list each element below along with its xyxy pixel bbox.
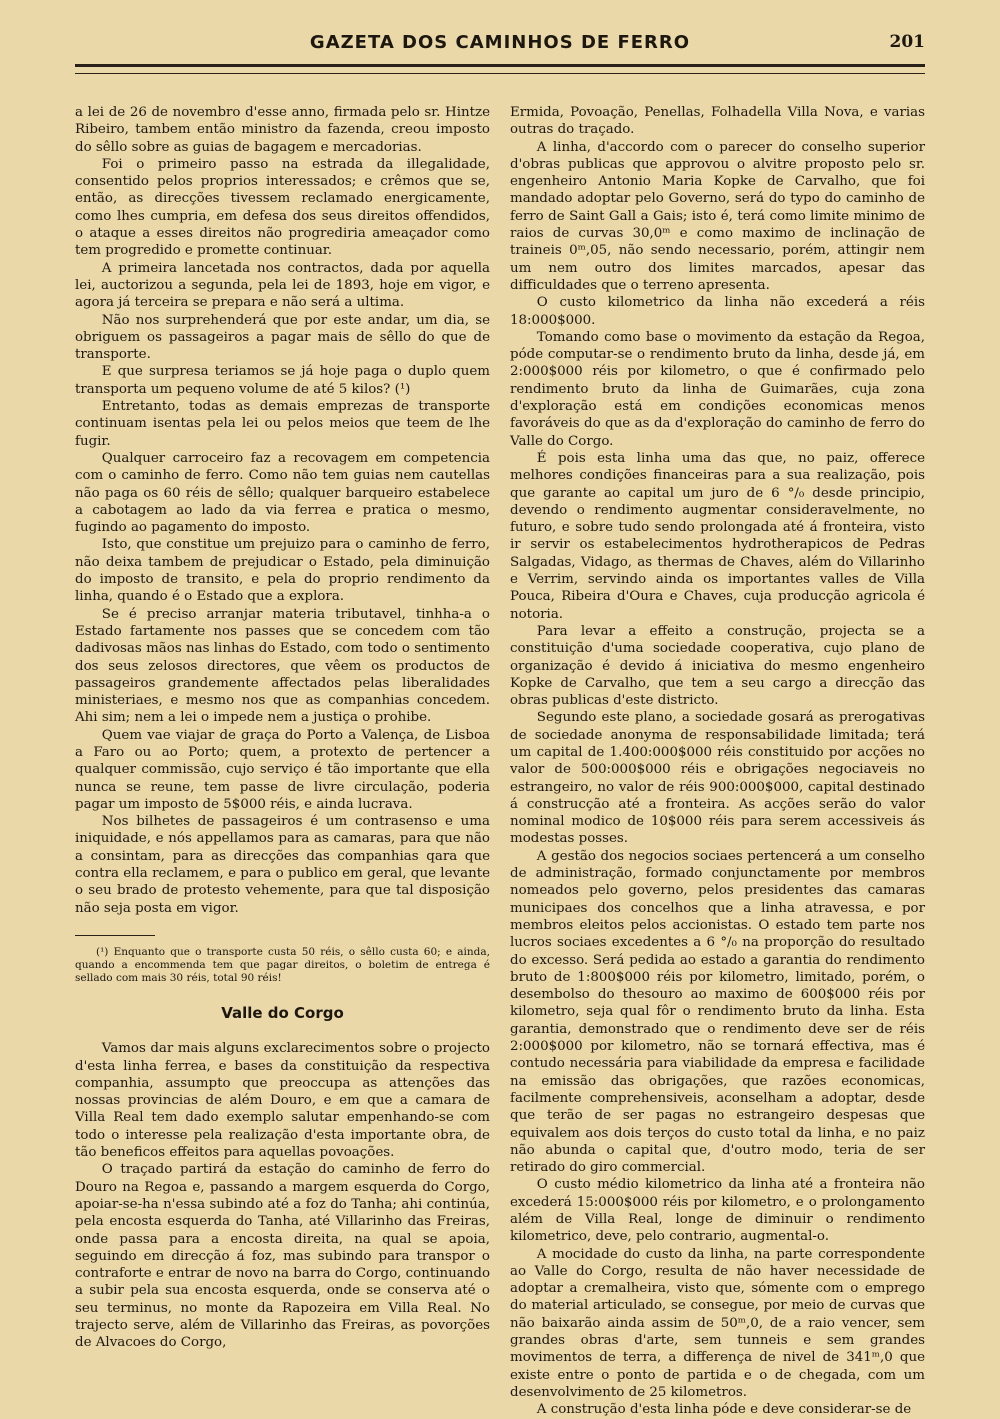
section-title: Valle do Corgo — [221, 1003, 344, 1022]
paragraph: Entretanto, todas as demais emprezas de transporte continuam isentas pela lei ou pelos meios que teem de lhe fugir. — [75, 399, 490, 449]
paragraph: É pois esta linha uma das que, no paiz, offerece melhores condições financeiras para a sua realização, pois que garante ao capital um juro de 6 °/₀ desde principio, devendo o rendimento augmentar consideravelmente, no futuro, e sobre tudo sendo prolongada até á fronteira, visto ir servir os estabelecimentos hydrotherapicos de Pedras Salgadas, Vidago, as thermas de Chaves, além do Villarinho e Verrim, servindo ainda os importantes valles de Villa Pouca, Ribeira d'Oura e Chaves, cuja producção agricola é notoria. — [510, 450, 925, 622]
paragraph: Quem vae viajar de graça do Porto a Valença, de Lisboa a Faro ou ao Porto; quem, a protexto de pertencer a qualquer commissão, cujo serviço é tão importante que ella nunca se reune, tem passe de livre circulação, poderia pagar um imposto de 5$000 réis, e ainda lucrava. — [75, 727, 490, 812]
paragraph: Para levar a effeito a construção, projecta se a constituição d'uma sociedade cooperativa, cujo plano de organização é devido á iniciativa do mesmo engenheiro Kopke de Carvalho, que tem a seu cargo a direcção das obras publicas d'este districto. — [510, 623, 925, 709]
page-header — [75, 32, 925, 58]
right-column — [510, 104, 925, 1419]
paragraph: A linha, d'accordo com o parecer do conselho superior d'obras publicas que approvou o alvitre proposto pelo sr. engenheiro Antonio Maria Kopke de Carvalho, que foi mandado adoptar pelo Governo, será do typo do caminho de ferro de Saint Gall a Gais; isto é, terá como limite minimo de raios de curvas 30,0ᵐ e como maximo de inclinação de traineis 0ᵐ,05, não sendo necessario, porém, attingir nem um nem outro dos limites marcados, apesar das difficuldades que o terreno apresenta. — [510, 139, 925, 293]
paragraph: Foi o primeiro passo na estrada da illegalidade, consentido pelos proprios interessados; e crêmos que se, então, as direcções tivessem reclamado energicamente, como lhes cumpria, em defesa dos seus direitos offendidos, o ataque a esses direitos não progrediria ameaçador como tem progredido e promette continuar. — [75, 156, 490, 259]
paragraph: E que surpresa teriamos se já hoje paga o duplo quem transporta um pequeno volume de até 5 kilos? (¹) — [75, 364, 490, 397]
paragraph: O traçado partirá da estação do caminho de ferro do Douro na Regoa e, passando a margem esquerda do Corgo, apoiar-se-ha n'essa subindo até a foz do Tanha; ahi continúa, pela encosta esquerda do Tanha, até Villarinho das Freiras, onde passa para a encosta direita, na qual se apoia, seguindo em direcção á foz, mas subindo para transpor o contraforte e entrar de novo na barra do Corgo, continuando a subir pela sua encosta esquerda, onde se conserva até o seu terminus, no monte da Rapozeira em Villa Real. No trajecto serve, além de Villarinho das Freiras, as povorções de Alvacoes do Corgo, — [75, 1162, 490, 1351]
paragraph: A gestão dos negocios sociaes pertencerá a um conselho de administração, formado conjunctamente por membros nomeados pelo governo, pelos presidentes das camaras municipaes dos concelhos que a linha atravessa, e por membros eleitos pelos accionistas. O estado tem parte nos lucros sociaes excedentes a 6 °/₀ na proporção do resultado do excesso. Será pedida ao estado a garantia do rendimento bruto de 1:800$000 réis por kilometro, limitado, porém, o desembolso do thesouro ao maximo de 600$000 réis por kilometro, seja qual fôr o rendimento bruto da linha. Esta garantia, demonstrado que o rendimento deve ser de réis 2:000$000 por kilometro, não se tornará effectiva, mas é contudo necessária para viabilidade da empresa e facilidade na emissão das obrigações, que razões economicas, facilmente comprehensiveis, aconselham a adoptar, desde que terão de ser pagas no estrangeiro despesas que equivalem aos dois terços do custo total da linha, e no paiz não abunda o capital que, d'outro modo, teria de ser retirado do giro commercial. — [510, 848, 925, 1176]
paragraph: Qualquer carroceiro faz a recovagem em competencia com o caminho de ferro. Como não tem guias nem cautellas não paga os 60 réis de sêllo; qualquer barqueiro estabelece a cabotagem ao lado da via ferrea e pratica o mesmo, fugindo ao pagamento do imposto. — [75, 450, 490, 536]
paragraph: Nos bilhetes de passageiros é um contrasenso e uma iniquidade, e nós appellamos para as camaras, para que não a consintam, para as direcções das companhias qara que contra ella reclamem, e para o publico em geral, que levante o seu brado de protesto vehemente, para que tal disposição não seja posta em vigor. — [75, 814, 490, 916]
paragraph: Isto, que constitue um prejuizo para o caminho de ferro, não deixa tambem de prejudicar o Estado, pela diminuição do imposto de transito, e pela do proprio rendimento da linha, quando é o Estado que a explora. — [75, 537, 490, 605]
paragraph: O custo kilometrico da linha não excederá a réis 18:000$000. — [510, 295, 925, 328]
paragraph: Segundo este plano, a sociedade gosará as prerogativas de sociedade anonyma de responsabilidade limitada; terá um capital de 1.400:000$000 réis constituido por acções no valor de 500:000$000 réis e obrigações negociaveis no estrangeiro, no valor de réis 900:000$000, capital destinado á construcção até a fronteira. As acções serão do valor nominal modico de 10$000 réis para serem accessiveis ás modestas posses. — [510, 710, 925, 847]
paragraph: Tomando como base o movimento da estação da Regoa, póde computar-se o rendimento bruto da linha, desde já, em 2:000$000 réis por kilometro, o que é confirmado pelo rendimento bruto da linha de Guimarães, cuja zona d'exploração está em condições economicas menos favoráveis do que as da d'exploração do caminho de ferro do Valle do Corgo. — [510, 329, 925, 449]
paragraph: A construção d'esta linha póde e deve considerar-se de — [536, 1402, 912, 1418]
paragraph: O custo médio kilometrico da linha até a fronteira não excederá 15:000$000 réis por kilometro, e o prolongamento além de Villa Real, longe de diminuir o rendimento kilometrico, deve, pelo contrario, augmental-o. — [510, 1177, 925, 1245]
paragraph: A primeira lancetada nos contractos, dada por aquella lei, auctorizou a segunda, pela lei de 1893, hoje em vigor, e agora já terceira se prepara e não será a ultima. — [75, 260, 490, 311]
left-column — [75, 104, 490, 1352]
paragraph: a lei de 26 de novembro d'esse anno, firmada pelo sr. Hintze Ribeiro, tambem então ministro da fazenda, creou imposto do sêllo sobre as guias de bagagem e mercadorias. — [75, 105, 490, 155]
paragraph: A mocidade do custo da linha, na parte correspondente ao Valle do Corgo, resulta de não haver necessidade de adoptar a cremalheira, visto que, sómente com o emprego do material articulado, se consegue, por meio de curvas que não baixarão ainda assim de 50ᵐ,0, de a raio vencer, sem grandes obras d'arte, sem tunneis e sem grandes movimentos de terra, a differença de nivel de 341ᵐ,0 que existe entre o ponto de partida e o de chegada, com um desenvolvimento de 25 kilometros. — [510, 1246, 925, 1400]
paragraph: Não nos surprehenderá que por este andar, um dia, se obriguem os passageiros a pagar mais de sêllo do que de transporte. — [75, 312, 490, 363]
header-rule — [75, 64, 925, 74]
footnote: (¹) Enquanto que o transporte custa 50 réis, o sêllo custa 60; e ainda, quando a encommenda tem que pagar direitos, o boletim de entrega é sellado com mais 30 réis, total 90 réis! — [75, 945, 490, 984]
paragraph: Vamos dar mais alguns exclarecimentos sobre o projecto d'esta linha ferrea, e bases da constituição da respectiva companhia, assumpto que preoccupa as attenções das nossas provincias de além Douro, e em que a camara de Villa Real tem dado exemplo salutar empenhando-se com todo o interesse pela realização d'esta importante obra, de tão beneficos effeitos para aquellas povoações. — [75, 1041, 490, 1161]
paragraph: Ermida, Povoação, Penellas, Folhadella Villa Nova, e varias outras do traçado. — [510, 105, 925, 138]
footnote-rule — [75, 935, 155, 936]
page-number: 201 — [889, 32, 925, 52]
journal-title: GAZETA DOS CAMINHOS DE FERRO — [309, 32, 691, 53]
paragraph: Se é preciso arranjar materia tributavel, tinhha-a o Estado fartamente nos passes que se concedem com tão dadivosas mãos nas linhas do Estado, com todo o sentimento dos seus zelosos directores, que vêem os productos de passageiros grandemente affectados pelas liberalidades ministeriaes, e mesmo nos que as companhias concedem. Ahi sim; nem a lei o impede nem a justiça o prohibe. — [75, 606, 490, 726]
